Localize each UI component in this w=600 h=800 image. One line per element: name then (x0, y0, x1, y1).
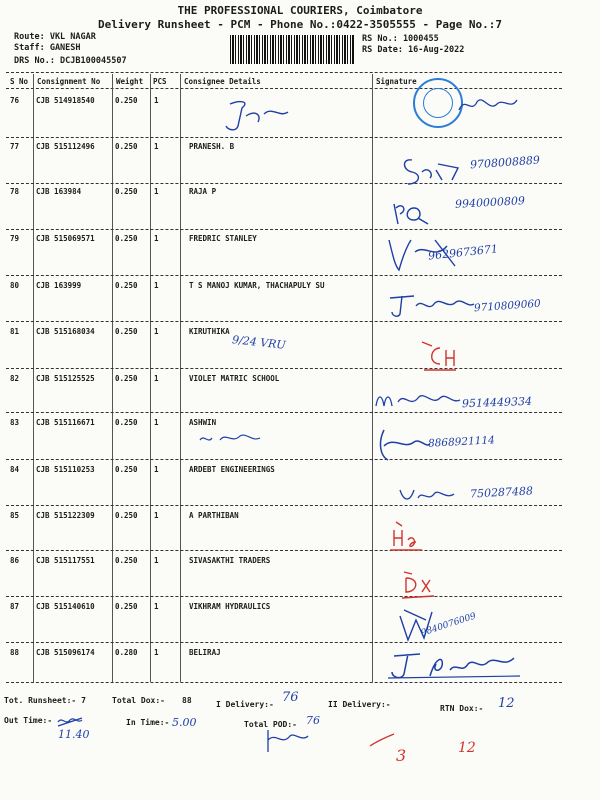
row-consignee: VIOLET MATRIC SCHOOL (189, 374, 280, 383)
row-weight: 0.250 (115, 511, 138, 520)
handwritten-phone-79: 9629673671 (427, 242, 499, 263)
company-title: THE PROFESSIONAL COURIERS, Coimbatore (177, 4, 423, 17)
row-pcs: 1 (154, 281, 159, 290)
row-sno: 82 (10, 374, 20, 383)
row-divider (6, 321, 562, 322)
row-pcs: 1 (154, 142, 159, 151)
i-delivery-label: I Delivery:- (216, 700, 274, 709)
row-weight: 0.250 (115, 187, 138, 196)
row-consignment: CJB 515096174 (36, 648, 95, 657)
total-pod-value: 76 (306, 714, 320, 727)
col-signature: Signature (376, 77, 417, 86)
row-pcs: 1 (154, 556, 159, 565)
col-divider (372, 74, 373, 682)
row-consignee: KIRUTHIKA (189, 327, 230, 336)
in-time-value: 5.00 (172, 716, 197, 729)
row-weight: 0.250 (115, 374, 138, 383)
row-divider (6, 459, 562, 460)
runsheet-subtitle: Delivery Runsheet - PCM - Phone No.:0422-3505555 - Page No.:7 (98, 18, 502, 31)
row-consignment: CJB 163984 (36, 187, 82, 196)
rs-date: RS Date: 16-Aug-2022 (362, 45, 465, 55)
row-consignment: CJB 163999 (36, 281, 82, 290)
row-consignee: SIVASAKTHI TRADERS (189, 556, 271, 565)
signature-row83-left (196, 428, 276, 448)
row-divider (6, 412, 562, 413)
row-divider (6, 137, 562, 138)
out-time-value: 11.40 (58, 728, 90, 741)
signature-row82 (372, 384, 472, 414)
red-mark-row86 (398, 568, 438, 602)
row-weight: 0.250 (115, 602, 138, 611)
row-sno: 86 (10, 556, 20, 565)
row-consignment: CJB 515116671 (36, 418, 95, 427)
col-weight: Weight (116, 77, 144, 86)
row-divider (6, 642, 562, 643)
row-weight: 0.250 (115, 465, 138, 474)
row-consignment: CJB 515125525 (36, 374, 95, 383)
row-divider (6, 550, 562, 551)
row-weight: 0.250 (115, 556, 138, 565)
handwritten-phone-78: 9940000809 (454, 194, 526, 211)
signature-row77 (398, 150, 478, 190)
row-consignment: CJB 515112496 (36, 142, 95, 151)
row-consignment: CJB 514918540 (36, 96, 95, 105)
row-sno: 84 (10, 465, 20, 474)
row-pcs: 1 (154, 96, 159, 105)
col-pcs: PCS (153, 77, 167, 86)
footer-signature (262, 726, 312, 756)
row-consignment: CJB 515140610 (36, 602, 95, 611)
row-sno: 87 (10, 602, 20, 611)
row-weight: 0.250 (115, 142, 138, 151)
signature-row80 (386, 290, 481, 320)
rs-number: RS No.: 1000455 (362, 34, 439, 44)
total-dox-value: 88 (182, 696, 192, 705)
row-weight: 0.250 (115, 418, 138, 427)
header-rule-bottom (6, 88, 562, 89)
red-tick (368, 732, 398, 752)
col-consignment: Consignment No (37, 77, 101, 86)
row-consignment: CJB 515122309 (36, 511, 95, 520)
ii-delivery-label: II Delivery:- (328, 700, 391, 709)
signature-row76 (210, 96, 330, 136)
row-weight: 0.250 (115, 281, 138, 290)
row-sno: 79 (10, 234, 20, 243)
row-sno: 81 (10, 327, 20, 336)
row-sno: 85 (10, 511, 20, 520)
rtn-dox-value: 12 (498, 696, 515, 711)
col-consignee: Consignee Details (184, 77, 261, 86)
row-pcs: 1 (154, 187, 159, 196)
drs-label: DRS No.: DCJB100045507 (14, 56, 127, 66)
signature-row88 (380, 648, 530, 684)
row-sno: 76 (10, 96, 20, 105)
route-label: Route: VKL NAGAR (14, 32, 96, 42)
row-weight: 0.250 (115, 234, 138, 243)
red-mark-row85 (386, 520, 426, 552)
header-rule-top (6, 72, 562, 73)
row-divider (6, 505, 562, 506)
row-divider (6, 275, 562, 276)
handwritten-note-81: 9/24 VRU (231, 333, 287, 352)
margin-note-red: 3 (396, 746, 407, 765)
handwritten-phone-82: 9514449334 (461, 394, 533, 411)
row-consignee: ASHWIN (189, 418, 217, 427)
handwritten-phone-83: 8868921114 (427, 434, 496, 450)
red-mark-row81 (418, 340, 458, 374)
row-consignee: T S MANOJ KUMAR, THACHAPULY SU (189, 281, 325, 290)
row-divider (6, 183, 562, 184)
row-divider (6, 368, 562, 369)
col-divider (150, 74, 151, 682)
row-sno: 88 (10, 648, 20, 657)
row-pcs: 1 (154, 418, 159, 427)
row-pcs: 1 (154, 511, 159, 520)
staff-label: Staff: GANESH (14, 43, 81, 53)
signature-row83 (374, 426, 434, 466)
footer-rule (6, 682, 562, 683)
handwritten-phone-77: 9708008889 (469, 153, 541, 172)
row-weight: 0.250 (115, 96, 138, 105)
col-divider (180, 74, 181, 682)
row-consignee: FREDRIC STANLEY (189, 234, 257, 243)
total-dox-label: Total Dox:- (112, 696, 165, 705)
offset-print-text: ​ (167, 118, 169, 131)
out-time-label: Out Time:- (4, 716, 53, 725)
row-divider (6, 596, 562, 597)
row-pcs: 1 (154, 602, 159, 611)
row-consignment: CJB 515117551 (36, 556, 95, 565)
row-sno: 77 (10, 142, 20, 151)
margin-note-red-2: 12 (458, 740, 476, 756)
row-weight: 0.280 (115, 648, 138, 657)
row-pcs: 1 (154, 234, 159, 243)
row-consignee: PRANESH. B (189, 142, 235, 151)
row-consignee: VIKHRAM HYDRAULICS (189, 602, 271, 611)
handwritten-phone-80: 9710809060 (473, 297, 542, 315)
col-divider (33, 74, 34, 682)
out-time-scribble (56, 714, 86, 728)
row-consignment: CJB 515069571 (36, 234, 95, 243)
row-sno: 83 (10, 418, 20, 427)
row-consignee: A PARTHIBAN (189, 511, 239, 520)
row-pcs: 1 (154, 374, 159, 383)
tot-runsheet: Tot. Runsheet:- 7 (4, 696, 86, 705)
i-delivery-value: 76 (282, 690, 299, 705)
total-pod-label: Total POD:- (244, 720, 297, 729)
row-pcs: 1 (154, 465, 159, 474)
in-time-label: In Time:- (126, 718, 170, 727)
handwritten-phone-84: 750287488 (469, 484, 534, 501)
row-consignee: ARDEBT ENGINEERINGS (189, 465, 275, 474)
runsheet-barcode (230, 35, 355, 64)
row-pcs: 1 (154, 648, 159, 657)
row-divider (6, 229, 562, 230)
handwritten-phone-87: 9840076009 (419, 611, 478, 639)
row-sno: 80 (10, 281, 20, 290)
signature-row84 (396, 482, 466, 506)
row-consignment: CJB 515110253 (36, 465, 95, 474)
col-sno: S No (10, 77, 29, 86)
row-pcs: 1 (154, 327, 159, 336)
col-divider (112, 74, 113, 682)
signature-row76-b (455, 90, 525, 120)
row-consignee: BELIRAJ (189, 648, 221, 657)
row-weight: 0.250 (115, 327, 138, 336)
row-sno: 78 (10, 187, 20, 196)
rtn-dox-label: RTN Dox:- (440, 704, 484, 713)
row-consignee: RAJA P (189, 187, 217, 196)
row-consignment: CJB 515168034 (36, 327, 95, 336)
